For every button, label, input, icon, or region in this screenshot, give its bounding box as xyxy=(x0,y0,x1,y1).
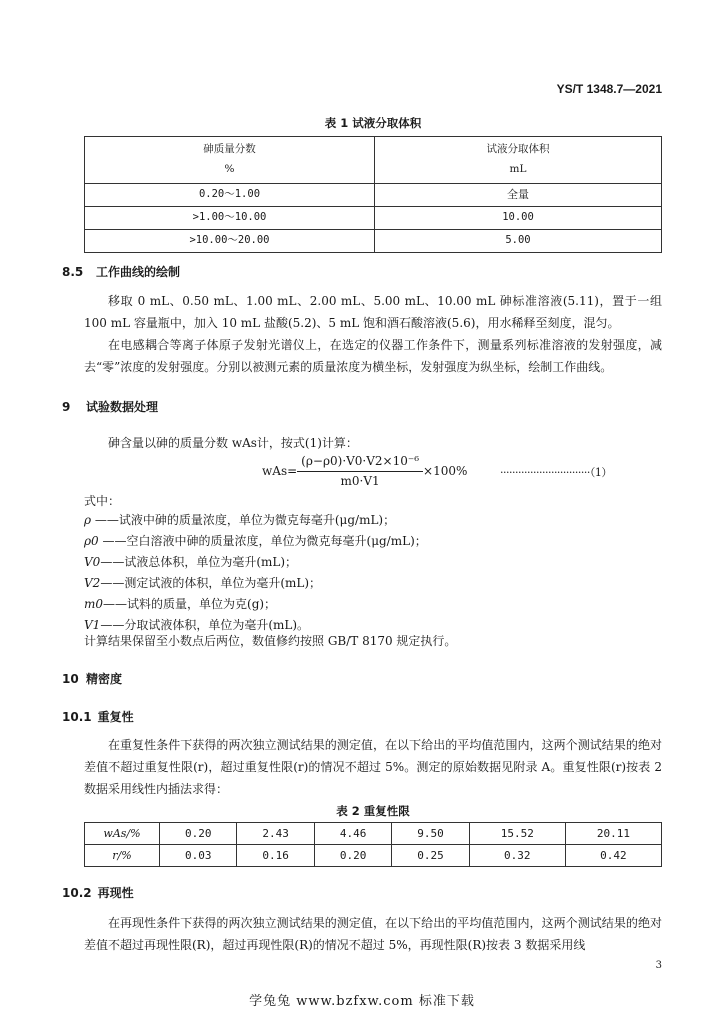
table-row: wAs/% 0.20 2.43 4.46 9.50 15.52 20.11 xyxy=(85,823,662,845)
definition-row: ρ ——试液中砷的质量浓度，单位为微克每毫升(μg/mL)； xyxy=(84,513,396,527)
table1-caption: 表 1 试液分取体积 xyxy=(324,116,422,130)
formula-number: ······························（1） xyxy=(500,466,612,479)
section-8-5-paragraph-2: 在电感耦合等离子体原子发射光谱仪上，在选定的仪器工作条件下，测量系列标准溶液的发射强度，减去“零”浓度的发射强度。分别以被测元素的质量浓度为横坐标，发射强度为纵坐标，绘制工作曲线。 xyxy=(84,338,662,374)
section-9-closing: 计算结果保留至小数点后两位，数值修约按照 GB/T 8170 规定执行。 xyxy=(84,634,457,648)
section-10-1-heading: 10.1 重复性 xyxy=(62,710,134,724)
table1-header-mass-fraction: 砷质量分数 % xyxy=(85,137,375,184)
section-10-2-heading: 10.2 再现性 xyxy=(62,886,134,900)
definition-row: V2——测定试液的体积，单位为毫升(mL)； xyxy=(84,576,322,590)
table-row: >10.00～20.00 5.00 xyxy=(85,229,662,252)
definition-row: V1——分取试液体积，单位为毫升(mL)。 xyxy=(84,618,310,632)
section-8-5-paragraph-1: 移取 0 mL、0.50 mL、1.00 mL、2.00 mL、5.00 mL、10.00 mL 砷标准溶液(5.11)，置于一组 100 mL 容量瓶中，加入 10 mL 盐酸(5.2)、5 mL 饱和酒石酸溶液(5.6)，用水稀释至刻度，混匀。 xyxy=(84,294,662,330)
table2-caption: 表 2 重复性限 xyxy=(336,804,410,818)
symbol-definitions xyxy=(84,511,427,637)
table-row: 0.20～1.00 全量 xyxy=(85,183,662,206)
definition-row: V0——试液总体积，单位为毫升(mL)； xyxy=(84,555,298,569)
standard-number: YS/T 1348.7—2021 xyxy=(556,82,662,96)
table-row: >1.00～10.00 10.00 xyxy=(85,206,662,229)
where-label: 式中： xyxy=(84,494,121,508)
formula-1: wAs= $\frac{\text{(ρ−ρ0)·V0·V2×10⁻⁶}}{m0\cdot V1}$ ×100% xyxy=(262,454,468,489)
page-number: 3 xyxy=(655,960,662,971)
definition-row: ρ0 ——空白溶液中砷的质量浓度，单位为微克每毫升(μg/mL)； xyxy=(84,534,427,548)
section-8-5-heading: 8.5 工作曲线的绘制 xyxy=(62,265,181,279)
table1 xyxy=(84,136,662,253)
section-9-intro: 砷含量以砷的质量分数 wAs计，按式(1)计算： xyxy=(108,436,358,450)
definition-row: m0——试料的质量，单位为克(g)； xyxy=(84,597,277,611)
section-10-heading: 10 精密度 xyxy=(62,672,123,686)
section-10-2-paragraph: 在再现性条件下获得的两次独立测试结果的测定值，在以下给出的平均值范围内，这两个测试结果的绝对差值不超过再现性限(R)，超过再现性限(R)的情况不超过 5%，再现性限(R)按表 3 数据采用线 xyxy=(84,916,662,952)
section-9-heading: 9 试验数据处理 xyxy=(62,400,159,414)
watermark-link[interactable]: 学兔兔 www.bzfxw.com 标准下载 xyxy=(249,994,475,1009)
table-row: r/% 0.03 0.16 0.20 0.25 0.32 0.42 xyxy=(85,845,662,867)
table1-header-volume: 试液分取体积 mL xyxy=(375,137,662,184)
section-10-1-paragraph: 在重复性条件下获得的两次独立测试结果的测定值，在以下给出的平均值范围内，这两个测试结果的绝对差值不超过重复性限(r)，超过重复性限(r)的情况不超过 5%。测定的原始数据见附录 A。重复性限(r)按表 2 数据采用线性内插法求得： xyxy=(84,738,662,796)
table2 xyxy=(84,822,662,867)
